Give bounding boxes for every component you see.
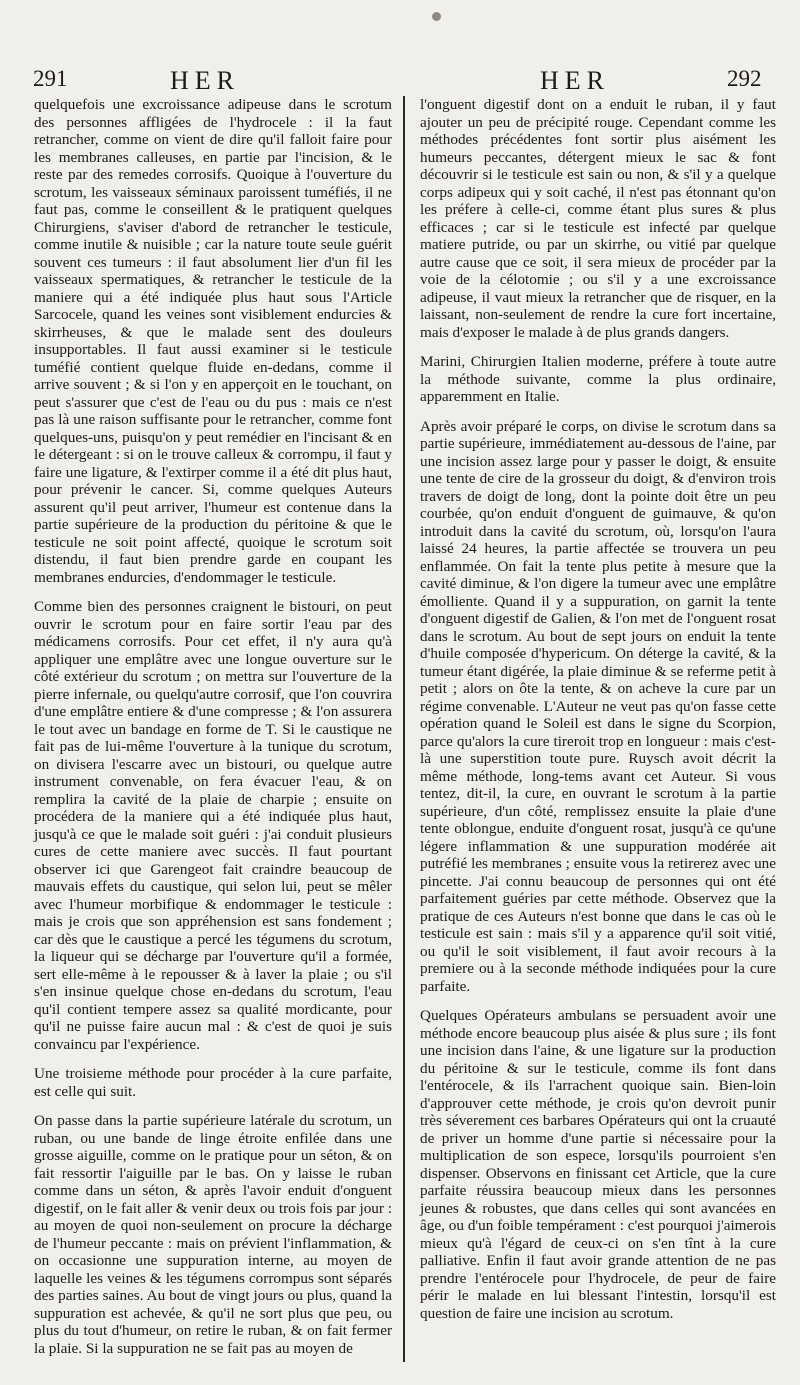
paragraph: quelquefois une excroissance adipeuse dans le scrotum des personnes affligées de l'hydrocele : il la faut retrancher, comme on vient de dire qu'il falloit faire pour les membranes calleuses, en partie par l'incision, & le reste par des remedes corrosifs. Quoique à l'ouverture du scrotum, les vaisseaux séminaux paroissent tuméfiés, il ne faut pas, comme le conseillent & le pratiquent quelques Chirurgiens, s'aviser d'abord de retrancher le testicule, comme inutile & nuisible ; car la nature toute seule guérit souvent ces tumeurs : il faut absolument lier d'un fil les vaisseaux spermatiques, & retrancher le testicule de la maniere qui a été indiquée plus haut sous l'Article Sarcocele, quand les veines sont visiblement endurcies & skirrheuses, & que le malade sent des douleurs insupportables. Il faut aussi examiner si le testicule tuméfié contient quelque fluide en-dedans, comme il arrive souvent ; & si l'on y en apperçoit en le touchant, on peut s'assurer que c'est de l'eau ou du pus : mais ce n'est pas là une raison suffisante pour le retrancher, comme font quelques-uns, puisqu'on y peut remédier en l'incisant & en le détergeant : si on le trouve calleux & corrompu, il faut y faire une ligature, & l'extirper comme il a été dit plus haut, pour prévenir le cancer. Si, comme quelques Auteurs assurent qu'il peut arriver, l'humeur est contenue dans la partie supérieure de la production du péritoine & que le testicule ne soit point affecté, quoique le scrotum soit distendu, il faut bien prendre garde en coupant les membranes endurcies, d'endommager le testicule. <box>34 96 392 586</box>
right-column <box>420 96 776 1322</box>
paragraph: l'onguent digestif dont on a enduit le ruban, il y faut ajouter un peu de précipité rouge. Cependant comme les méthodes précédentes font sortir plus aisément les humeurs peccantes, détergent mieux le sac & font découvrir si le testicule est sain ou non, & s'il y a quelque corps adipeux qui y soit caché, il n'est pas étonnant qu'on les préfere à celle-ci, comme étant plus sures & plus efficaces ; car si le testicule est infecté par quelque matiere putride, ou par un skirrhe, ou vitié par quelque autre cause que ce soit, il sera mieux de procéder par la voie de la célotomie ; ou s'il y a une excroissance adipeuse, il vaut mieux la retrancher que de risquer, en la laissant, non-seulement de rendre la cure fort incertaine, mais d'exposer le malade à de plus grands dangers. <box>420 96 776 341</box>
ink-spot <box>432 12 441 21</box>
paragraph: Une troisieme méthode pour procéder à la cure parfaite, est celle qui suit. <box>34 1065 392 1100</box>
paragraph: Marini, Chirurgien Italien moderne, préfere à toute autre la méthode suivante, comme la plus ordinaire, apparemment en Italie. <box>420 353 776 405</box>
paragraph: Comme bien des personnes craignent le bistouri, on peut ouvrir le scrotum pour en faire sortir l'eau par des médicamens corrosifs. Pour cet effet, il n'y aura qu'à appliquer une emplâtre avec une longue ouverture sur le côté extérieur du scrotum ; on mettra sur l'ouverture de la pierre infernale, ou quelqu'autre corrosif, que l'on couvrira d'une emplâtre entiere & d'une compresse ; & l'on assurera le tout avec un bandage en forme de T. Si le caustique ne fait pas de lui-même l'ouverture à la tunique du scrotum, on divisera l'escarre avec un bistouri, ou quelque autre instrument convenable, on fera évacuer l'eau, & on remplira la cavité de la plaie de charpie ; ensuite on procédera de la maniere qui a été indiquée plus haut, jusqu'à ce que le malade soit guéri : j'ai conduit plusieurs cures de cette maniere avec succès. Il faut pourtant observer ici que Garengeot fait craindre beaucoup de mauvais effets du caustique, qui selon lui, peut se mêler avec l'humeur morbifique & endommager le testicule : mais je crois que son appréhension est sans fondement ; car dès que le caustique a percé les tégumens du scrotum, la liqueur qui se décharge par l'ouverture qu'il a formée, sert elle-même à le repousser & à laver la plaie ; ou s'il s'en insinue quelque chose en-dedans du scrotum, l'eau qu'il contient tempere assez sa qualité mordicante, pour qu'il ne puisse faire aucun mal : & c'est de quoi je suis convaincu par l'expérience. <box>34 598 392 1053</box>
paragraph: On passe dans la partie supérieure latérale du scrotum, un ruban, ou une bande de linge étroite enfilée dans une grosse aiguille, comme on le pratique pour un séton, & on fait ressortir l'aiguille par le bas. On y laisse le ruban comme dans un séton, & après l'avoir enduit d'onguent digestif, on le fait aller & venir deux ou trois fois par jour : au moyen de quoi non-seulement on procure la décharge de l'humeur peccante : mais on prévient l'inflammation, & on occasionne une suppuration interne, au moyen de laquelle les veines & les tégumens corrompus sont séparés des parties saines. Au bout de vingt jours ou plus, quand la suppuration est achevée, & qu'il ne sort plus que peu, ou plus du tout d'humeur, on retire le ruban, & on fait fermer la plaie. Si la suppuration ne se fait pas au moyen de <box>34 1112 392 1357</box>
left-page-number: 291 <box>33 66 68 91</box>
right-running-head: HER <box>540 66 610 95</box>
paragraph: Quelques Opérateurs ambulans se persuadent avoir une méthode encore beaucoup plus aisée & plus sure ; ils font une incision dans l'aine, & une ligature sur la production du péritoine & sur le testicule, comme ils font dans l'entérocele, & ils l'arrachent quoique sain. Bien-loin d'approuver cette méthode, je crois qu'on devroit punir très séverement ces barbares Opérateurs qui ont la cruauté de priver un homme d'une partie si nécessaire pour la multiplication de son espece, lorsqu'ils pourroient s'en dispenser. Observons en finissant cet Article, que la cure parfaite réussira beaucoup mieux dans les personnes jeunes & robustes, que dans celles qui sont avancées en âge, ou d'un foible tempérament : c'est pourquoi j'aimerois mieux qu'à l'égard de ceux-ci on s'en tînt à la cure palliative. Enfin il faut avoir grande attention de ne pas prendre l'entérocele pour l'hydrocele, de peur de faire périr le malade en lui blessant l'intestin, lorsqu'il est question de faire une incision au scrotum. <box>420 1007 776 1322</box>
right-page-number: 292 <box>727 66 762 91</box>
left-column <box>34 96 392 1357</box>
left-running-head: HER <box>170 66 240 95</box>
column-divider <box>403 96 405 1362</box>
page-header <box>0 66 800 96</box>
paragraph: Après avoir préparé le corps, on divise le scrotum dans sa partie supérieure, immédiatement au-dessous de l'aine, par une incision assez large pour y passer le doigt, & ensuite une tente de cire de la grosseur du doigt, & d'environ trois travers de doigt de long, dont la pointe doit être un peu courbée, qu'on enduit d'onguent de guimauve, & qu'on introduit dans la cavité du scrotum, où, lorsqu'on l'aura laissé 24 heures, la partie affectée se trouvera un peu enflammée. On fait la tente plus petite à mesure que la cavité diminue, & l'on digere la tumeur avec une emplâtre émolliente. Quand il y a suppuration, on garnit la tente d'onguent digestif de Galien, & l'on met de l'onguent rosat dans le scrotum. Au bout de sept jours on enduit la tente d'huile composée d'hypericum. On déterge la cavité, & la tumeur étant digérée, la plaie diminue & se referme petit à petit ; alors on ôte la tente, & on acheve la cure par un régime convenable. L'Auteur ne veut pas qu'on fasse cette opération quand le Soleil est dans le signe du Scorpion, parce qu'alors la cure tireroit trop en longueur : mais c'est-là une superstition toute pure. Ruysch avoit décrit la même méthode, long-tems avant cet Auteur. Si vous tentez, dit-il, la cure, en ouvrant le scrotum à la partie supérieure, d'un côté, remplissez ensuite la plaie d'une tente oblongue, enduite d'onguent rosat, jusqu'à ce qu'une légere inflammation & une suppuration modérée ait putréfié les membranes ; ensuite vous la retirerez avec une pincette. J'ai connu beaucoup de personnes qui ont été parfaitement guéries par cette méthode. Observez que la pratique de ces Auteurs n'est bonne que dans le cas où le testicule est sain : mais s'il y a apparence qu'il soit vitié, ou qu'il le soit visiblement, il faut avoir recours à la premiere ou à la seconde méthode indiquées pour la cure parfaite. <box>420 417 776 995</box>
